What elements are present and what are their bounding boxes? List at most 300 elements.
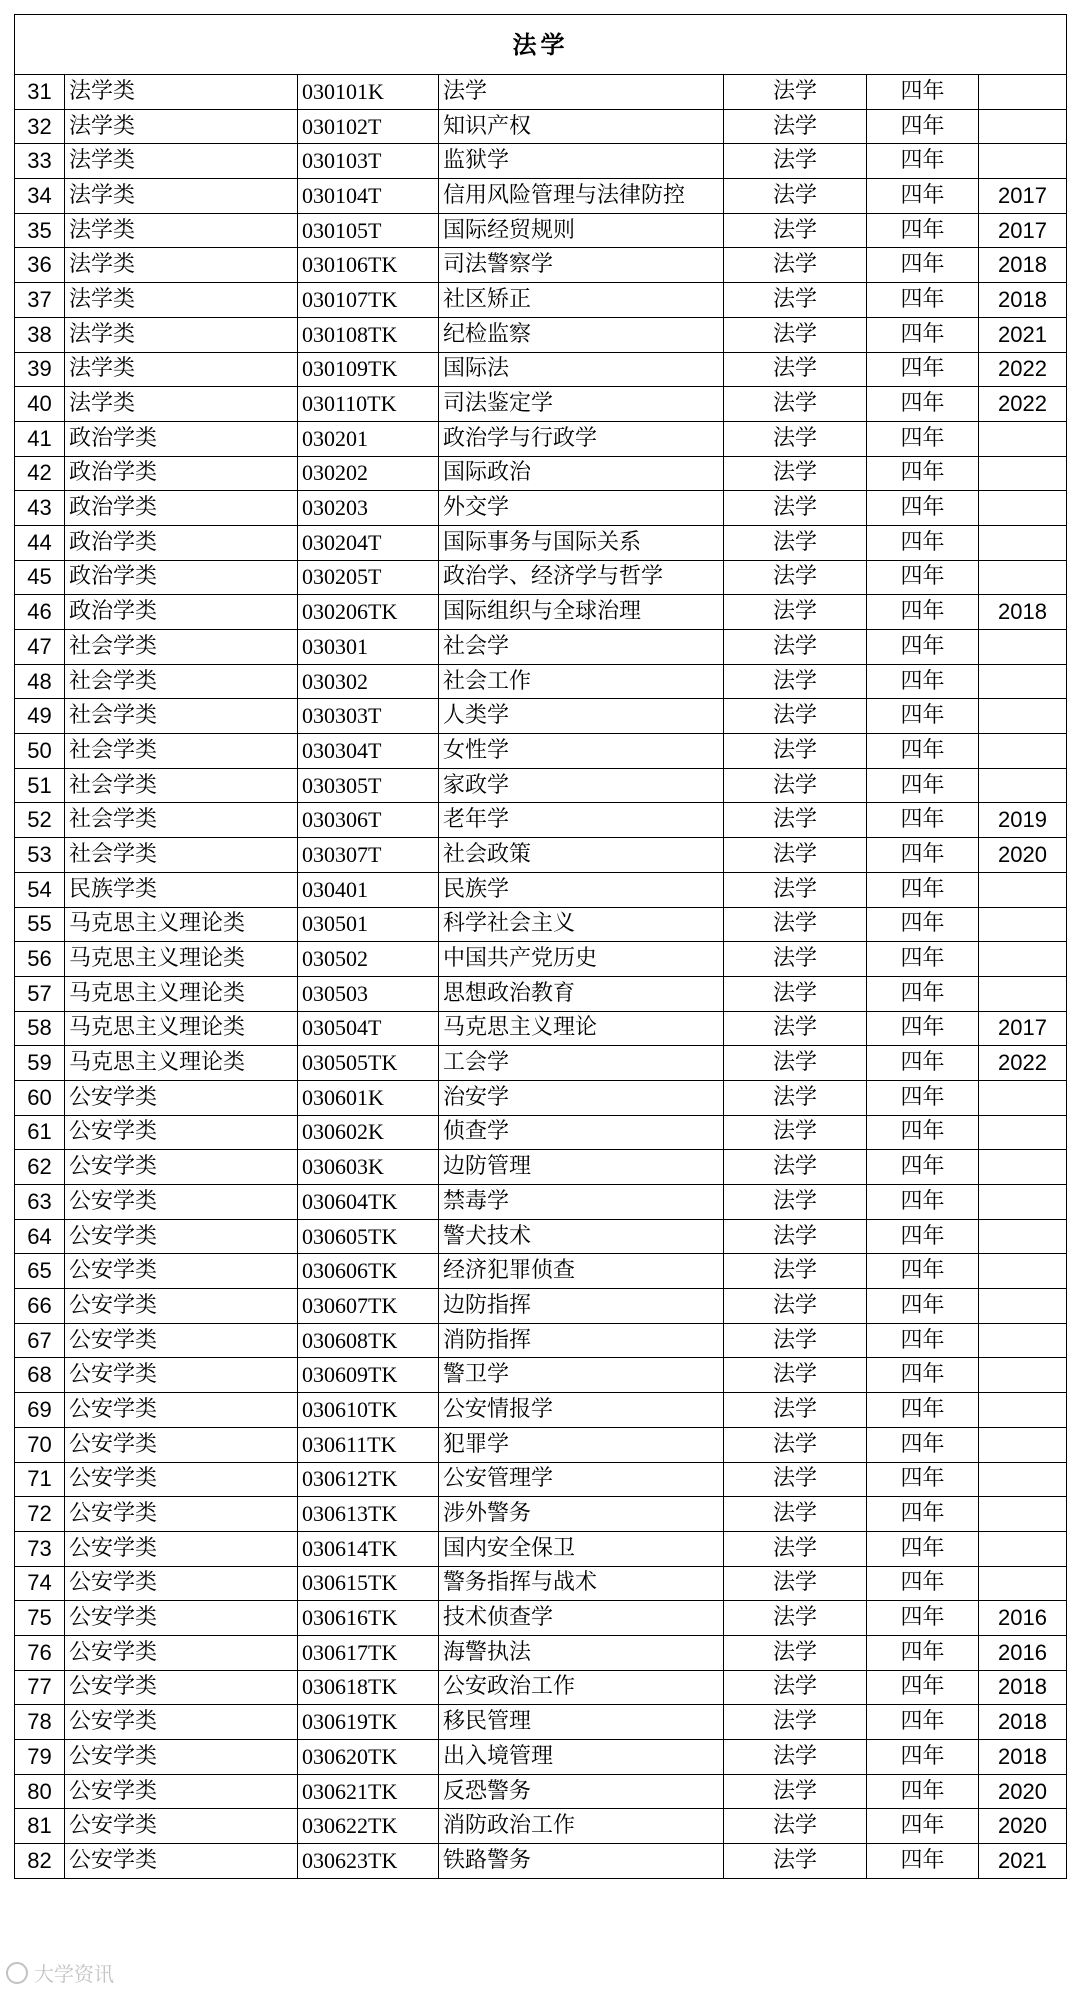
row-number: 82 — [15, 1844, 65, 1879]
duration-cell: 四年 — [867, 699, 979, 734]
row-number: 44 — [15, 525, 65, 560]
watermark-text: 大学资讯 — [34, 1962, 114, 1986]
year-added-cell — [979, 1358, 1067, 1393]
duration-cell: 四年 — [867, 976, 979, 1011]
row-number: 76 — [15, 1635, 65, 1670]
duration-cell: 四年 — [867, 872, 979, 907]
table-row — [15, 1323, 1067, 1358]
major-name-cell: 移民管理 — [439, 1705, 724, 1740]
table-row — [15, 352, 1067, 387]
table-row — [15, 75, 1067, 110]
table-row — [15, 1566, 1067, 1601]
year-added-cell — [979, 1080, 1067, 1115]
table-row — [15, 421, 1067, 456]
major-code-cell: 030105T — [298, 213, 439, 248]
category-cell: 公安学类 — [65, 1323, 298, 1358]
major-name-cell: 老年学 — [439, 803, 724, 838]
year-added-cell: 2016 — [979, 1601, 1067, 1636]
major-code-cell: 030201 — [298, 421, 439, 456]
category-cell: 政治学类 — [65, 456, 298, 491]
major-name-cell: 社会学 — [439, 630, 724, 665]
major-code-cell: 030616TK — [298, 1601, 439, 1636]
major-name-cell: 法学 — [439, 75, 724, 110]
category-cell: 社会学类 — [65, 630, 298, 665]
duration-cell: 四年 — [867, 1844, 979, 1879]
duration-cell: 四年 — [867, 838, 979, 873]
table-row — [15, 838, 1067, 873]
category-cell: 社会学类 — [65, 699, 298, 734]
duration-cell: 四年 — [867, 1219, 979, 1254]
year-added-cell — [979, 1254, 1067, 1289]
discipline-cell: 法学 — [724, 838, 867, 873]
year-added-cell: 2020 — [979, 838, 1067, 873]
duration-cell: 四年 — [867, 1670, 979, 1705]
year-added-cell: 2018 — [979, 248, 1067, 283]
table-row — [15, 283, 1067, 318]
table-row — [15, 144, 1067, 179]
year-added-cell — [979, 1393, 1067, 1428]
row-number: 79 — [15, 1740, 65, 1775]
discipline-cell: 法学 — [724, 1115, 867, 1150]
category-cell: 公安学类 — [65, 1219, 298, 1254]
discipline-cell: 法学 — [724, 768, 867, 803]
duration-cell: 四年 — [867, 1809, 979, 1844]
category-cell: 政治学类 — [65, 525, 298, 560]
major-code-cell: 030602K — [298, 1115, 439, 1150]
major-code-cell: 030104T — [298, 179, 439, 214]
discipline-cell: 法学 — [724, 942, 867, 977]
row-number: 60 — [15, 1080, 65, 1115]
major-code-cell: 030306T — [298, 803, 439, 838]
duration-cell: 四年 — [867, 1323, 979, 1358]
year-added-cell: 2018 — [979, 1670, 1067, 1705]
major-name-cell: 社会工作 — [439, 664, 724, 699]
category-cell: 法学类 — [65, 387, 298, 422]
duration-cell: 四年 — [867, 144, 979, 179]
row-number: 63 — [15, 1185, 65, 1220]
row-number: 73 — [15, 1531, 65, 1566]
year-added-cell: 2020 — [979, 1774, 1067, 1809]
row-number: 54 — [15, 872, 65, 907]
major-code-cell: 030307T — [298, 838, 439, 873]
table-row — [15, 1531, 1067, 1566]
major-code-cell: 030102T — [298, 109, 439, 144]
majors-table — [14, 14, 1067, 1879]
major-name-cell: 消防指挥 — [439, 1323, 724, 1358]
discipline-cell: 法学 — [724, 1635, 867, 1670]
year-added-cell: 2018 — [979, 1740, 1067, 1775]
table-row — [15, 1046, 1067, 1081]
year-added-cell — [979, 456, 1067, 491]
year-added-cell — [979, 1531, 1067, 1566]
category-cell: 公安学类 — [65, 1601, 298, 1636]
major-code-cell: 030612TK — [298, 1462, 439, 1497]
duration-cell: 四年 — [867, 803, 979, 838]
watermark-logo-icon — [6, 1962, 28, 1984]
discipline-cell: 法学 — [724, 1185, 867, 1220]
discipline-cell: 法学 — [724, 144, 867, 179]
table-row — [15, 1254, 1067, 1289]
row-number: 42 — [15, 456, 65, 491]
major-name-cell: 思想政治教育 — [439, 976, 724, 1011]
year-added-cell — [979, 1115, 1067, 1150]
duration-cell: 四年 — [867, 1427, 979, 1462]
discipline-cell: 法学 — [724, 1046, 867, 1081]
table-row — [15, 1705, 1067, 1740]
table-row — [15, 768, 1067, 803]
category-cell: 政治学类 — [65, 421, 298, 456]
discipline-cell: 法学 — [724, 456, 867, 491]
year-added-cell — [979, 630, 1067, 665]
year-added-cell — [979, 872, 1067, 907]
major-code-cell: 030103T — [298, 144, 439, 179]
discipline-cell: 法学 — [724, 525, 867, 560]
table-row — [15, 1358, 1067, 1393]
row-number: 62 — [15, 1150, 65, 1185]
discipline-cell: 法学 — [724, 1219, 867, 1254]
category-cell: 公安学类 — [65, 1566, 298, 1601]
discipline-cell: 法学 — [724, 248, 867, 283]
major-name-cell: 信用风险管理与法律防控 — [439, 179, 724, 214]
discipline-cell: 法学 — [724, 1427, 867, 1462]
major-code-cell: 030617TK — [298, 1635, 439, 1670]
row-number: 48 — [15, 664, 65, 699]
majors-sheet — [14, 14, 1066, 1879]
year-added-cell — [979, 75, 1067, 110]
table-row — [15, 1427, 1067, 1462]
discipline-cell: 法学 — [724, 1080, 867, 1115]
category-cell: 法学类 — [65, 213, 298, 248]
duration-cell: 四年 — [867, 75, 979, 110]
row-number: 38 — [15, 317, 65, 352]
row-number: 68 — [15, 1358, 65, 1393]
major-code-cell: 030623TK — [298, 1844, 439, 1879]
major-name-cell: 政治学与行政学 — [439, 421, 724, 456]
duration-cell: 四年 — [867, 1185, 979, 1220]
discipline-cell: 法学 — [724, 491, 867, 526]
major-code-cell: 030601K — [298, 1080, 439, 1115]
table-row — [15, 699, 1067, 734]
major-name-cell: 铁路警务 — [439, 1844, 724, 1879]
discipline-cell: 法学 — [724, 1323, 867, 1358]
duration-cell: 四年 — [867, 560, 979, 595]
major-code-cell: 030107TK — [298, 283, 439, 318]
major-name-cell: 反恐警务 — [439, 1774, 724, 1809]
year-added-cell — [979, 421, 1067, 456]
row-number: 64 — [15, 1219, 65, 1254]
table-row — [15, 1774, 1067, 1809]
table-row — [15, 907, 1067, 942]
year-added-cell: 2021 — [979, 317, 1067, 352]
duration-cell: 四年 — [867, 1289, 979, 1324]
discipline-cell: 法学 — [724, 664, 867, 699]
category-cell: 社会学类 — [65, 664, 298, 699]
major-code-cell: 030203 — [298, 491, 439, 526]
year-added-cell — [979, 144, 1067, 179]
category-cell: 马克思主义理论类 — [65, 907, 298, 942]
year-added-cell — [979, 1150, 1067, 1185]
major-code-cell: 030302 — [298, 664, 439, 699]
category-cell: 法学类 — [65, 75, 298, 110]
duration-cell: 四年 — [867, 1774, 979, 1809]
category-cell: 公安学类 — [65, 1080, 298, 1115]
year-added-cell — [979, 976, 1067, 1011]
duration-cell: 四年 — [867, 1601, 979, 1636]
major-name-cell: 禁毒学 — [439, 1185, 724, 1220]
category-cell: 公安学类 — [65, 1635, 298, 1670]
major-code-cell: 030501 — [298, 907, 439, 942]
row-number: 40 — [15, 387, 65, 422]
duration-cell: 四年 — [867, 1080, 979, 1115]
major-code-cell: 030618TK — [298, 1670, 439, 1705]
duration-cell: 四年 — [867, 1358, 979, 1393]
year-added-cell: 2019 — [979, 803, 1067, 838]
table-row — [15, 1289, 1067, 1324]
discipline-cell: 法学 — [724, 1497, 867, 1532]
table-row — [15, 630, 1067, 665]
year-added-cell: 2020 — [979, 1809, 1067, 1844]
discipline-cell: 法学 — [724, 872, 867, 907]
row-number: 61 — [15, 1115, 65, 1150]
duration-cell: 四年 — [867, 907, 979, 942]
duration-cell: 四年 — [867, 456, 979, 491]
year-added-cell — [979, 699, 1067, 734]
table-row — [15, 976, 1067, 1011]
major-code-cell: 030202 — [298, 456, 439, 491]
duration-cell: 四年 — [867, 1705, 979, 1740]
major-name-cell: 国际法 — [439, 352, 724, 387]
duration-cell: 四年 — [867, 213, 979, 248]
row-number: 39 — [15, 352, 65, 387]
major-code-cell: 030622TK — [298, 1809, 439, 1844]
table-row — [15, 664, 1067, 699]
category-cell: 法学类 — [65, 179, 298, 214]
discipline-cell: 法学 — [724, 1358, 867, 1393]
discipline-cell: 法学 — [724, 560, 867, 595]
duration-cell: 四年 — [867, 664, 979, 699]
major-code-cell: 030304T — [298, 734, 439, 769]
major-name-cell: 民族学 — [439, 872, 724, 907]
row-number: 33 — [15, 144, 65, 179]
category-cell: 马克思主义理论类 — [65, 976, 298, 1011]
discipline-cell: 法学 — [724, 1809, 867, 1844]
category-cell: 公安学类 — [65, 1358, 298, 1393]
year-added-cell: 2022 — [979, 1046, 1067, 1081]
discipline-cell: 法学 — [724, 1254, 867, 1289]
discipline-cell: 法学 — [724, 1670, 867, 1705]
table-row — [15, 1011, 1067, 1046]
major-name-cell: 边防指挥 — [439, 1289, 724, 1324]
row-number: 57 — [15, 976, 65, 1011]
table-row — [15, 1670, 1067, 1705]
table-row — [15, 456, 1067, 491]
duration-cell: 四年 — [867, 421, 979, 456]
row-number: 66 — [15, 1289, 65, 1324]
major-code-cell: 030613TK — [298, 1497, 439, 1532]
major-name-cell: 外交学 — [439, 491, 724, 526]
category-cell: 公安学类 — [65, 1115, 298, 1150]
category-cell: 马克思主义理论类 — [65, 942, 298, 977]
category-cell: 公安学类 — [65, 1289, 298, 1324]
discipline-cell: 法学 — [724, 1844, 867, 1879]
duration-cell: 四年 — [867, 1531, 979, 1566]
major-code-cell: 030301 — [298, 630, 439, 665]
major-name-cell: 纪检监察 — [439, 317, 724, 352]
major-name-cell: 警务指挥与战术 — [439, 1566, 724, 1601]
year-added-cell — [979, 1323, 1067, 1358]
row-number: 67 — [15, 1323, 65, 1358]
major-code-cell: 030605TK — [298, 1219, 439, 1254]
major-name-cell: 经济犯罪侦查 — [439, 1254, 724, 1289]
major-name-cell: 社区矫正 — [439, 283, 724, 318]
discipline-cell: 法学 — [724, 1289, 867, 1324]
row-number: 78 — [15, 1705, 65, 1740]
category-cell: 公安学类 — [65, 1427, 298, 1462]
year-added-cell — [979, 1289, 1067, 1324]
major-name-cell: 消防政治工作 — [439, 1809, 724, 1844]
major-name-cell: 知识产权 — [439, 109, 724, 144]
major-name-cell: 公安管理学 — [439, 1462, 724, 1497]
table-row — [15, 248, 1067, 283]
discipline-cell: 法学 — [724, 1740, 867, 1775]
discipline-cell: 法学 — [724, 283, 867, 318]
table-row — [15, 179, 1067, 214]
major-name-cell: 涉外警务 — [439, 1497, 724, 1532]
major-name-cell: 公安政治工作 — [439, 1670, 724, 1705]
major-name-cell: 国际事务与国际关系 — [439, 525, 724, 560]
major-code-cell: 030620TK — [298, 1740, 439, 1775]
major-code-cell: 030615TK — [298, 1566, 439, 1601]
duration-cell: 四年 — [867, 595, 979, 630]
table-row — [15, 560, 1067, 595]
major-name-cell: 女性学 — [439, 734, 724, 769]
table-row — [15, 803, 1067, 838]
row-number: 32 — [15, 109, 65, 144]
row-number: 43 — [15, 491, 65, 526]
major-name-cell: 国内安全保卫 — [439, 1531, 724, 1566]
major-code-cell: 030205T — [298, 560, 439, 595]
category-cell: 法学类 — [65, 144, 298, 179]
year-added-cell — [979, 1219, 1067, 1254]
discipline-cell: 法学 — [724, 179, 867, 214]
major-code-cell: 030110TK — [298, 387, 439, 422]
discipline-cell: 法学 — [724, 595, 867, 630]
major-name-cell: 国际组织与全球治理 — [439, 595, 724, 630]
discipline-cell: 法学 — [724, 734, 867, 769]
category-cell: 民族学类 — [65, 872, 298, 907]
table-row — [15, 595, 1067, 630]
duration-cell: 四年 — [867, 1462, 979, 1497]
major-code-cell: 030204T — [298, 525, 439, 560]
major-code-cell: 030621TK — [298, 1774, 439, 1809]
major-name-cell: 治安学 — [439, 1080, 724, 1115]
row-number: 69 — [15, 1393, 65, 1428]
discipline-cell: 法学 — [724, 1566, 867, 1601]
table-row — [15, 491, 1067, 526]
table-title: 法学 — [15, 15, 1067, 75]
major-name-cell: 政治学、经济学与哲学 — [439, 560, 724, 595]
year-added-cell: 2016 — [979, 1635, 1067, 1670]
duration-cell: 四年 — [867, 248, 979, 283]
discipline-cell: 法学 — [724, 1393, 867, 1428]
discipline-cell: 法学 — [724, 699, 867, 734]
major-name-cell: 人类学 — [439, 699, 724, 734]
major-code-cell: 030109TK — [298, 352, 439, 387]
duration-cell: 四年 — [867, 1254, 979, 1289]
major-name-cell: 工会学 — [439, 1046, 724, 1081]
category-cell: 公安学类 — [65, 1705, 298, 1740]
category-cell: 公安学类 — [65, 1393, 298, 1428]
category-cell: 公安学类 — [65, 1497, 298, 1532]
discipline-cell: 法学 — [724, 1011, 867, 1046]
table-row — [15, 1462, 1067, 1497]
major-name-cell: 监狱学 — [439, 144, 724, 179]
category-cell: 公安学类 — [65, 1809, 298, 1844]
duration-cell: 四年 — [867, 1497, 979, 1532]
year-added-cell — [979, 525, 1067, 560]
major-code-cell: 030305T — [298, 768, 439, 803]
year-added-cell — [979, 1462, 1067, 1497]
major-code-cell: 030604TK — [298, 1185, 439, 1220]
table-row — [15, 387, 1067, 422]
major-code-cell: 030610TK — [298, 1393, 439, 1428]
row-number: 41 — [15, 421, 65, 456]
row-number: 55 — [15, 907, 65, 942]
major-name-cell: 家政学 — [439, 768, 724, 803]
year-added-cell — [979, 942, 1067, 977]
row-number: 47 — [15, 630, 65, 665]
major-code-cell: 030401 — [298, 872, 439, 907]
duration-cell: 四年 — [867, 1635, 979, 1670]
major-code-cell: 030206TK — [298, 595, 439, 630]
major-name-cell: 警卫学 — [439, 1358, 724, 1393]
major-code-cell: 030619TK — [298, 1705, 439, 1740]
category-cell: 法学类 — [65, 283, 298, 318]
row-number: 50 — [15, 734, 65, 769]
year-added-cell — [979, 1497, 1067, 1532]
row-number: 72 — [15, 1497, 65, 1532]
table-row — [15, 1740, 1067, 1775]
category-cell: 马克思主义理论类 — [65, 1011, 298, 1046]
year-added-cell — [979, 560, 1067, 595]
duration-cell: 四年 — [867, 387, 979, 422]
discipline-cell: 法学 — [724, 317, 867, 352]
duration-cell: 四年 — [867, 1011, 979, 1046]
discipline-cell: 法学 — [724, 1462, 867, 1497]
row-number: 31 — [15, 75, 65, 110]
duration-cell: 四年 — [867, 283, 979, 318]
row-number: 75 — [15, 1601, 65, 1636]
year-added-cell: 2018 — [979, 1705, 1067, 1740]
duration-cell: 四年 — [867, 1115, 979, 1150]
major-name-cell: 国际政治 — [439, 456, 724, 491]
discipline-cell: 法学 — [724, 1150, 867, 1185]
row-number: 65 — [15, 1254, 65, 1289]
year-added-cell — [979, 907, 1067, 942]
duration-cell: 四年 — [867, 525, 979, 560]
row-number: 37 — [15, 283, 65, 318]
row-number: 46 — [15, 595, 65, 630]
duration-cell: 四年 — [867, 317, 979, 352]
duration-cell: 四年 — [867, 1393, 979, 1428]
table-row — [15, 317, 1067, 352]
discipline-cell: 法学 — [724, 1531, 867, 1566]
row-number: 70 — [15, 1427, 65, 1462]
major-code-cell: 030614TK — [298, 1531, 439, 1566]
row-number: 71 — [15, 1462, 65, 1497]
discipline-cell: 法学 — [724, 421, 867, 456]
major-name-cell: 司法警察学 — [439, 248, 724, 283]
